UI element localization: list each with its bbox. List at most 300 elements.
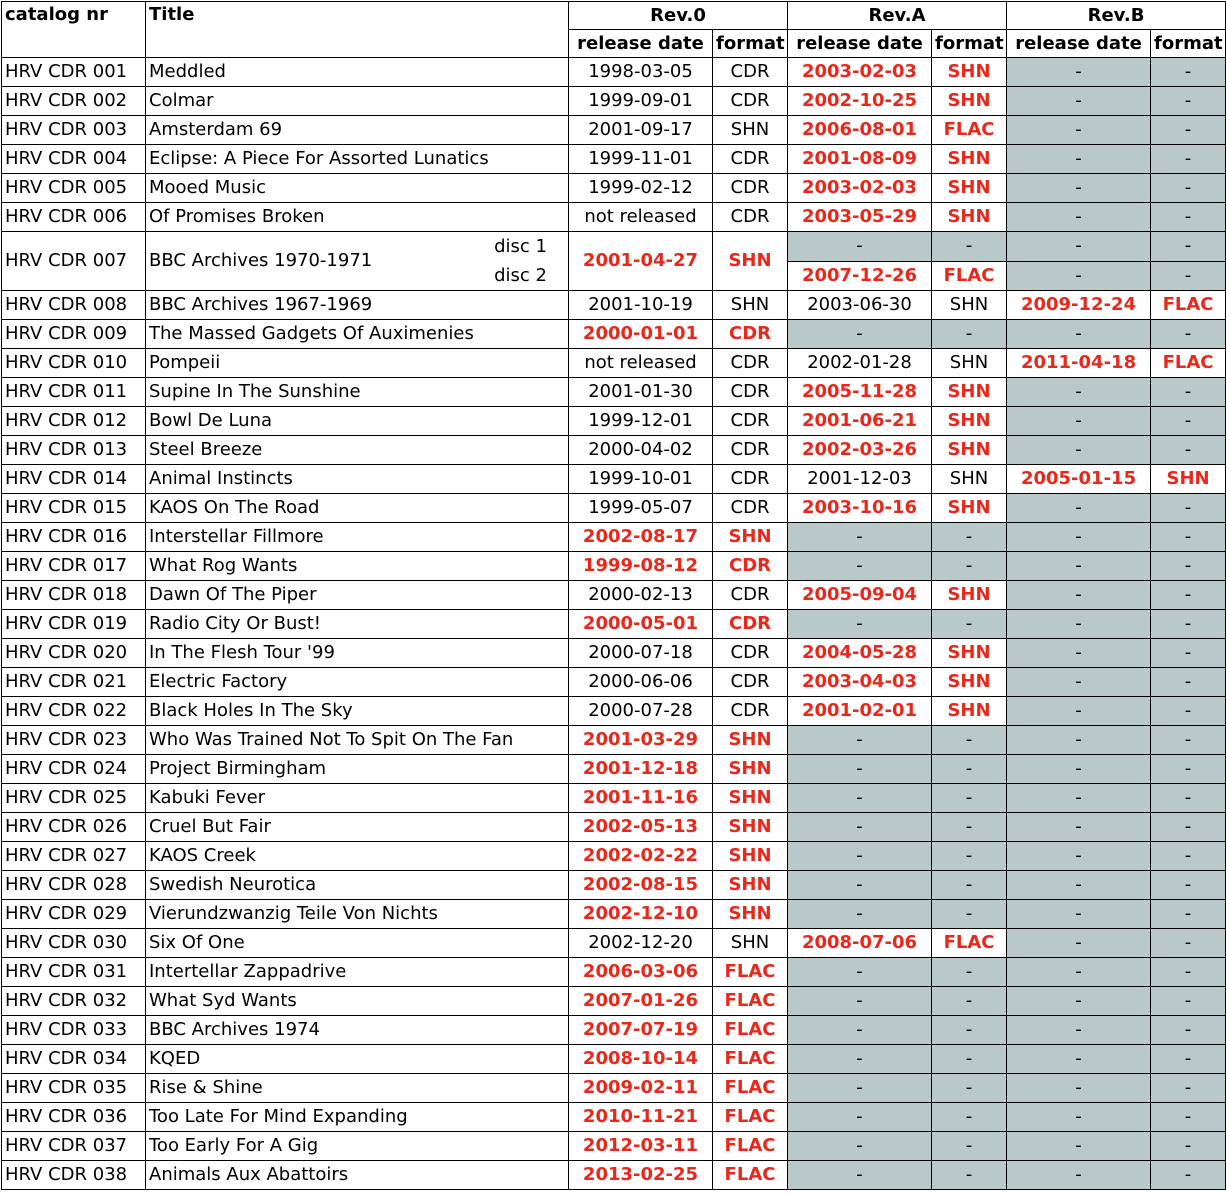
catalog-cell: HRV CDR 019: [2, 610, 146, 639]
catalog-cell: HRV CDR 005: [2, 174, 146, 203]
revB-release-date: -: [1007, 1016, 1151, 1045]
revA-release-date: 2001-12-03: [788, 465, 932, 494]
revA-release-date: 2002-10-25: [788, 87, 932, 116]
revA-format: -: [932, 552, 1007, 581]
rev0-format: CDR: [713, 465, 788, 494]
rev0-format: CDR: [713, 494, 788, 523]
revB-release-date: -: [1007, 378, 1151, 407]
title-cell: Steel Breeze: [146, 436, 569, 465]
rev0-release-date: 1999-11-01: [569, 145, 713, 174]
revA-format: -: [932, 232, 1007, 262]
title-cell: KAOS On The Road: [146, 494, 569, 523]
revB-format: -: [1151, 320, 1226, 349]
catalog-cell: HRV CDR 030: [2, 929, 146, 958]
revA-release-date: 2006-08-01: [788, 116, 932, 145]
revB-release-date: -: [1007, 987, 1151, 1016]
rev0-format: CDR: [713, 581, 788, 610]
title-cell: BBC Archives 1967-1969: [146, 291, 569, 320]
title-cell: The Massed Gadgets Of Auximenies: [146, 320, 569, 349]
title-cell: Of Promises Broken: [146, 203, 569, 232]
table-body: [2, 58, 1226, 1190]
revA-format: -: [932, 1132, 1007, 1161]
table-row: [2, 523, 1226, 552]
revB-release-date: -: [1007, 436, 1151, 465]
title-cell: Radio City Or Bust!: [146, 610, 569, 639]
catalog-cell: HRV CDR 011: [2, 378, 146, 407]
rev0-release-date: 2009-02-11: [569, 1074, 713, 1103]
rev0-format: SHN: [713, 232, 788, 291]
revB-format: -: [1151, 581, 1226, 610]
title-cell: Pompeii: [146, 349, 569, 378]
rev0-format: SHN: [713, 871, 788, 900]
revA-release-date: 2003-05-29: [788, 203, 932, 232]
table-row: [2, 1132, 1226, 1161]
catalog-cell: HRV CDR 010: [2, 349, 146, 378]
catalog-cell: HRV CDR 021: [2, 668, 146, 697]
revA-format: -: [932, 755, 1007, 784]
table-row: [2, 1045, 1226, 1074]
revB-release-date: -: [1007, 145, 1151, 174]
revB-format: -: [1151, 407, 1226, 436]
revA-format: SHN: [932, 145, 1007, 174]
revB-format: -: [1151, 174, 1226, 203]
revA-format: -: [932, 1045, 1007, 1074]
title-cell: Supine In The Sunshine: [146, 378, 569, 407]
revA-release-date: -: [788, 1016, 932, 1045]
table-row: [2, 378, 1226, 407]
revA-release-date: -: [788, 1074, 932, 1103]
rev0-format: FLAC: [713, 987, 788, 1016]
revA-format: -: [932, 1016, 1007, 1045]
table-row: [2, 813, 1226, 842]
rev0-format: FLAC: [713, 1016, 788, 1045]
rev0-format: CDR: [713, 58, 788, 87]
revB-release-date: -: [1007, 1132, 1151, 1161]
revB-release-date: -: [1007, 232, 1151, 262]
table-row: [2, 232, 1226, 262]
revA-format: SHN: [932, 87, 1007, 116]
rev0-release-date: 2002-08-15: [569, 871, 713, 900]
title-cell: Who Was Trained Not To Spit On The Fan: [146, 726, 569, 755]
rev0-format: FLAC: [713, 1045, 788, 1074]
rev0-release-date: 2001-03-29: [569, 726, 713, 755]
title-cell: Bowl De Luna: [146, 407, 569, 436]
title-cell: Eclipse: A Piece For Assorted Lunatics: [146, 145, 569, 174]
catalog-cell: HRV CDR 032: [2, 987, 146, 1016]
revB-release-date: -: [1007, 697, 1151, 726]
revA-release-date: -: [788, 813, 932, 842]
revB-format: -: [1151, 232, 1226, 262]
rev0-format: CDR: [713, 697, 788, 726]
title-cell: Black Holes In The Sky: [146, 697, 569, 726]
catalog-cell: HRV CDR 003: [2, 116, 146, 145]
rev0-format: CDR: [713, 203, 788, 232]
revA-release-date: -: [788, 320, 932, 349]
table-row: [2, 958, 1226, 987]
revA-format: -: [932, 523, 1007, 552]
revB-format: -: [1151, 494, 1226, 523]
catalog-cell: HRV CDR 031: [2, 958, 146, 987]
table-row: [2, 203, 1226, 232]
title-text: BBC Archives 1970-1971: [149, 250, 373, 271]
revA-format: SHN: [932, 581, 1007, 610]
catalog-cell: HRV CDR 002: [2, 87, 146, 116]
revA-release-date: -: [788, 755, 932, 784]
revB-format: -: [1151, 378, 1226, 407]
title-cell: Electric Factory: [146, 668, 569, 697]
revB-format: -: [1151, 639, 1226, 668]
revA-release-date: -: [788, 784, 932, 813]
revB-release-date: -: [1007, 726, 1151, 755]
revB-format: -: [1151, 697, 1226, 726]
title-cell: What Rog Wants: [146, 552, 569, 581]
title-cell: What Syd Wants: [146, 987, 569, 1016]
revB-format: -: [1151, 436, 1226, 465]
catalog-cell: HRV CDR 012: [2, 407, 146, 436]
catalog-cell: HRV CDR 036: [2, 1103, 146, 1132]
catalog-cell: HRV CDR 009: [2, 320, 146, 349]
revA-release-date: -: [788, 1045, 932, 1074]
table-row: [2, 726, 1226, 755]
revB-format: -: [1151, 987, 1226, 1016]
revB-release-date: -: [1007, 1103, 1151, 1132]
title-cell: KAOS Creek: [146, 842, 569, 871]
rev0-format: CDR: [713, 639, 788, 668]
revA-release-date: 2001-08-09: [788, 145, 932, 174]
rev0-release-date: 2001-09-17: [569, 116, 713, 145]
rev0-format: CDR: [713, 436, 788, 465]
revA-format: SHN: [932, 407, 1007, 436]
revA-format: -: [932, 987, 1007, 1016]
revB-format: -: [1151, 87, 1226, 116]
revB-format: -: [1151, 871, 1226, 900]
revB-format: -: [1151, 1161, 1226, 1190]
rev0-format: FLAC: [713, 1103, 788, 1132]
rev0-release-date: 2001-11-16: [569, 784, 713, 813]
table-header: [2, 2, 1226, 58]
revA-format: FLAC: [932, 116, 1007, 145]
rev0-release-date: 2007-01-26: [569, 987, 713, 1016]
rev0-format: CDR: [713, 320, 788, 349]
rev0-release-date: 2010-11-21: [569, 1103, 713, 1132]
revB-format: -: [1151, 523, 1226, 552]
rev0-format: SHN: [713, 784, 788, 813]
table-row: [2, 987, 1226, 1016]
table-row: [2, 581, 1226, 610]
revB-release-date: -: [1007, 900, 1151, 929]
revB-release-date: -: [1007, 1074, 1151, 1103]
revB-release-date: -: [1007, 552, 1151, 581]
disc-labels: [494, 232, 565, 290]
rev0-release-date: 2006-03-06: [569, 958, 713, 987]
catalog-cell: HRV CDR 013: [2, 436, 146, 465]
rev0-release-date: 2008-10-14: [569, 1045, 713, 1074]
table-row: [2, 784, 1226, 813]
table-row: [2, 639, 1226, 668]
disc-label: disc 2: [494, 265, 547, 286]
rev0-format: CDR: [713, 610, 788, 639]
revA-release-date: 2008-07-06: [788, 929, 932, 958]
rev0-format: SHN: [713, 929, 788, 958]
rev0-release-date: 1999-09-01: [569, 87, 713, 116]
rev0-format: CDR: [713, 145, 788, 174]
revB-release-date: -: [1007, 842, 1151, 871]
revA-release-date-header: release date: [788, 30, 932, 58]
rev0-release-date: 1999-12-01: [569, 407, 713, 436]
revA-release-date: 2003-04-03: [788, 668, 932, 697]
catalog-cell: HRV CDR 015: [2, 494, 146, 523]
table-row: [2, 610, 1226, 639]
revA-release-date: -: [788, 871, 932, 900]
rev0-release-date: 2012-03-11: [569, 1132, 713, 1161]
catalog-cell: HRV CDR 026: [2, 813, 146, 842]
title-cell: Six Of One: [146, 929, 569, 958]
catalog-cell: HRV CDR 033: [2, 1016, 146, 1045]
revA-release-date: 2001-06-21: [788, 407, 932, 436]
catalog-cell: HRV CDR 027: [2, 842, 146, 871]
rev0-release-date: not released: [569, 349, 713, 378]
title-cell: Intertellar Zappadrive: [146, 958, 569, 987]
rev0-release-date: 2000-05-01: [569, 610, 713, 639]
revA-format: -: [932, 784, 1007, 813]
revB-release-date: 2005-01-15: [1007, 465, 1151, 494]
rev0-format: FLAC: [713, 1161, 788, 1190]
rev0-release-date: 2001-10-19: [569, 291, 713, 320]
title-cell: Too Early For A Gig: [146, 1132, 569, 1161]
revB-format: FLAC: [1151, 349, 1226, 378]
revB-format: FLAC: [1151, 291, 1226, 320]
table-row: [2, 407, 1226, 436]
catalog-cell: HRV CDR 024: [2, 755, 146, 784]
revA-release-date: 2002-01-28: [788, 349, 932, 378]
revA-format: SHN: [932, 494, 1007, 523]
revB-format: -: [1151, 900, 1226, 929]
revA-release-date: -: [788, 987, 932, 1016]
catalog-cell: HRV CDR 017: [2, 552, 146, 581]
catalog-cell: HRV CDR 014: [2, 465, 146, 494]
rev0-release-date: 2000-07-18: [569, 639, 713, 668]
revB-format: -: [1151, 813, 1226, 842]
rev0-release-date: 2002-12-20: [569, 929, 713, 958]
revB-release-date: -: [1007, 1045, 1151, 1074]
title-cell: Colmar: [146, 87, 569, 116]
rev0-release-date: 2000-01-01: [569, 320, 713, 349]
revB-format: -: [1151, 726, 1226, 755]
rev0-format: SHN: [713, 755, 788, 784]
revB-release-date: -: [1007, 581, 1151, 610]
header-row-top: [2, 2, 1226, 30]
rev0-release-date: 1999-10-01: [569, 465, 713, 494]
revA-format: -: [932, 813, 1007, 842]
revB-format: -: [1151, 1103, 1226, 1132]
rev0-release-date: 2013-02-25: [569, 1161, 713, 1190]
revB-release-date: -: [1007, 174, 1151, 203]
rev0-release-date: 1999-02-12: [569, 174, 713, 203]
revB-release-date: -: [1007, 958, 1151, 987]
revA-format: -: [932, 1161, 1007, 1190]
title-cell: [146, 232, 569, 291]
revA-header: Rev.A: [788, 2, 1007, 30]
rev0-release-date: 2002-02-22: [569, 842, 713, 871]
revB-format: -: [1151, 58, 1226, 87]
catalog-cell: HRV CDR 023: [2, 726, 146, 755]
table-row: [2, 929, 1226, 958]
revA-format: SHN: [932, 378, 1007, 407]
title-cell: Interstellar Fillmore: [146, 523, 569, 552]
table-row: [2, 465, 1226, 494]
title-cell: Rise & Shine: [146, 1074, 569, 1103]
revB-release-date: -: [1007, 668, 1151, 697]
revA-release-date: 2002-03-26: [788, 436, 932, 465]
table-row: [2, 668, 1226, 697]
revB-format: -: [1151, 784, 1226, 813]
title-cell: Project Birmingham: [146, 755, 569, 784]
rev0-release-date: 2000-02-13: [569, 581, 713, 610]
rev0-format: CDR: [713, 378, 788, 407]
revB-format: -: [1151, 958, 1226, 987]
catalog-cell: HRV CDR 029: [2, 900, 146, 929]
catalog-cell: HRV CDR 025: [2, 784, 146, 813]
rev0-release-date: 2001-04-27: [569, 232, 713, 291]
title-cell: Mooed Music: [146, 174, 569, 203]
revB-header: Rev.B: [1007, 2, 1226, 30]
revA-format: -: [932, 900, 1007, 929]
title-cell: Too Late For Mind Expanding: [146, 1103, 569, 1132]
revA-release-date: -: [788, 842, 932, 871]
revA-release-date: 2005-11-28: [788, 378, 932, 407]
rev0-release-date: 1998-03-05: [569, 58, 713, 87]
revA-format: FLAC: [932, 261, 1007, 291]
disc-label: disc 1: [494, 236, 547, 257]
revB-release-date: -: [1007, 523, 1151, 552]
revB-release-date: -: [1007, 116, 1151, 145]
rev0-release-date: 2007-07-19: [569, 1016, 713, 1045]
rev0-release-date: 2000-06-06: [569, 668, 713, 697]
table-row: [2, 697, 1226, 726]
rev0-release-date: not released: [569, 203, 713, 232]
rev0-format: FLAC: [713, 1074, 788, 1103]
revA-format: SHN: [932, 697, 1007, 726]
catalog-header: catalog nr: [2, 2, 146, 58]
revB-format: -: [1151, 261, 1226, 291]
revA-format: SHN: [932, 639, 1007, 668]
revA-format: SHN: [932, 349, 1007, 378]
rev0-header: Rev.0: [569, 2, 788, 30]
catalog-cell: HRV CDR 006: [2, 203, 146, 232]
title-cell: Animals Aux Abattoirs: [146, 1161, 569, 1190]
catalog-cell: HRV CDR 007: [2, 232, 146, 291]
revB-format: -: [1151, 1016, 1226, 1045]
title-cell: Dawn Of The Piper: [146, 581, 569, 610]
title-cell: Vierundzwanzig Teile Von Nichts: [146, 900, 569, 929]
revB-format: -: [1151, 929, 1226, 958]
title-cell: Kabuki Fever: [146, 784, 569, 813]
catalog-cell: HRV CDR 035: [2, 1074, 146, 1103]
revA-format: -: [932, 320, 1007, 349]
rev0-release-date: 2002-12-10: [569, 900, 713, 929]
revB-release-date: -: [1007, 320, 1151, 349]
revB-release-date: -: [1007, 929, 1151, 958]
revA-release-date: -: [788, 523, 932, 552]
catalog-cell: HRV CDR 037: [2, 1132, 146, 1161]
rev0-format: SHN: [713, 726, 788, 755]
revB-format: -: [1151, 668, 1226, 697]
revA-release-date: 2004-05-28: [788, 639, 932, 668]
table-row: [2, 1103, 1226, 1132]
revA-format: FLAC: [932, 929, 1007, 958]
revB-format: -: [1151, 552, 1226, 581]
revA-format: SHN: [932, 291, 1007, 320]
revA-release-date: 2001-02-01: [788, 697, 932, 726]
title-cell: BBC Archives 1974: [146, 1016, 569, 1045]
rev0-format: SHN: [713, 842, 788, 871]
rev0-release-date: 2002-08-17: [569, 523, 713, 552]
revA-release-date: 2003-10-16: [788, 494, 932, 523]
revB-format: -: [1151, 116, 1226, 145]
rev0-format: SHN: [713, 291, 788, 320]
title-cell: Cruel But Fair: [146, 813, 569, 842]
revA-format: -: [932, 842, 1007, 871]
rev0-format-header: format: [713, 30, 788, 58]
revA-release-date: 2003-02-03: [788, 174, 932, 203]
rev0-format: CDR: [713, 668, 788, 697]
revA-format: -: [932, 958, 1007, 987]
revB-release-date: 2009-12-24: [1007, 291, 1151, 320]
rev0-release-date: 1999-08-12: [569, 552, 713, 581]
revA-format: -: [932, 1103, 1007, 1132]
revB-release-date: -: [1007, 58, 1151, 87]
rev0-format: CDR: [713, 349, 788, 378]
revA-release-date: -: [788, 726, 932, 755]
table-row: [2, 1161, 1226, 1190]
rev0-release-date: 1999-05-07: [569, 494, 713, 523]
table-row: [2, 58, 1226, 87]
rev0-format: SHN: [713, 523, 788, 552]
revB-release-date: -: [1007, 407, 1151, 436]
revA-release-date: -: [788, 552, 932, 581]
table-row: [2, 1016, 1226, 1045]
revB-release-date: -: [1007, 784, 1151, 813]
revB-release-date: -: [1007, 1161, 1151, 1190]
rev0-release-date: 2001-01-30: [569, 378, 713, 407]
title-cell: Amsterdam 69: [146, 116, 569, 145]
table-row: [2, 552, 1226, 581]
revA-release-date: -: [788, 900, 932, 929]
rev0-release-date-header: release date: [569, 30, 713, 58]
table-row: [2, 87, 1226, 116]
title-cell: KQED: [146, 1045, 569, 1074]
table-row: [2, 349, 1226, 378]
table-row: [2, 842, 1226, 871]
title-cell: Animal Instincts: [146, 465, 569, 494]
rev0-format: CDR: [713, 174, 788, 203]
revB-release-date: -: [1007, 87, 1151, 116]
catalog-cell: HRV CDR 034: [2, 1045, 146, 1074]
title-cell: Swedish Neurotica: [146, 871, 569, 900]
revA-format: -: [932, 726, 1007, 755]
rev0-format: SHN: [713, 116, 788, 145]
table-row: [2, 320, 1226, 349]
revA-release-date: -: [788, 1161, 932, 1190]
revB-format: -: [1151, 1045, 1226, 1074]
revB-release-date-header: release date: [1007, 30, 1151, 58]
revA-release-date: -: [788, 1103, 932, 1132]
revB-release-date: 2011-04-18: [1007, 349, 1151, 378]
revA-release-date: 2005-09-04: [788, 581, 932, 610]
rev0-release-date: 2001-12-18: [569, 755, 713, 784]
release-table: [1, 1, 1226, 1190]
revB-format: -: [1151, 755, 1226, 784]
